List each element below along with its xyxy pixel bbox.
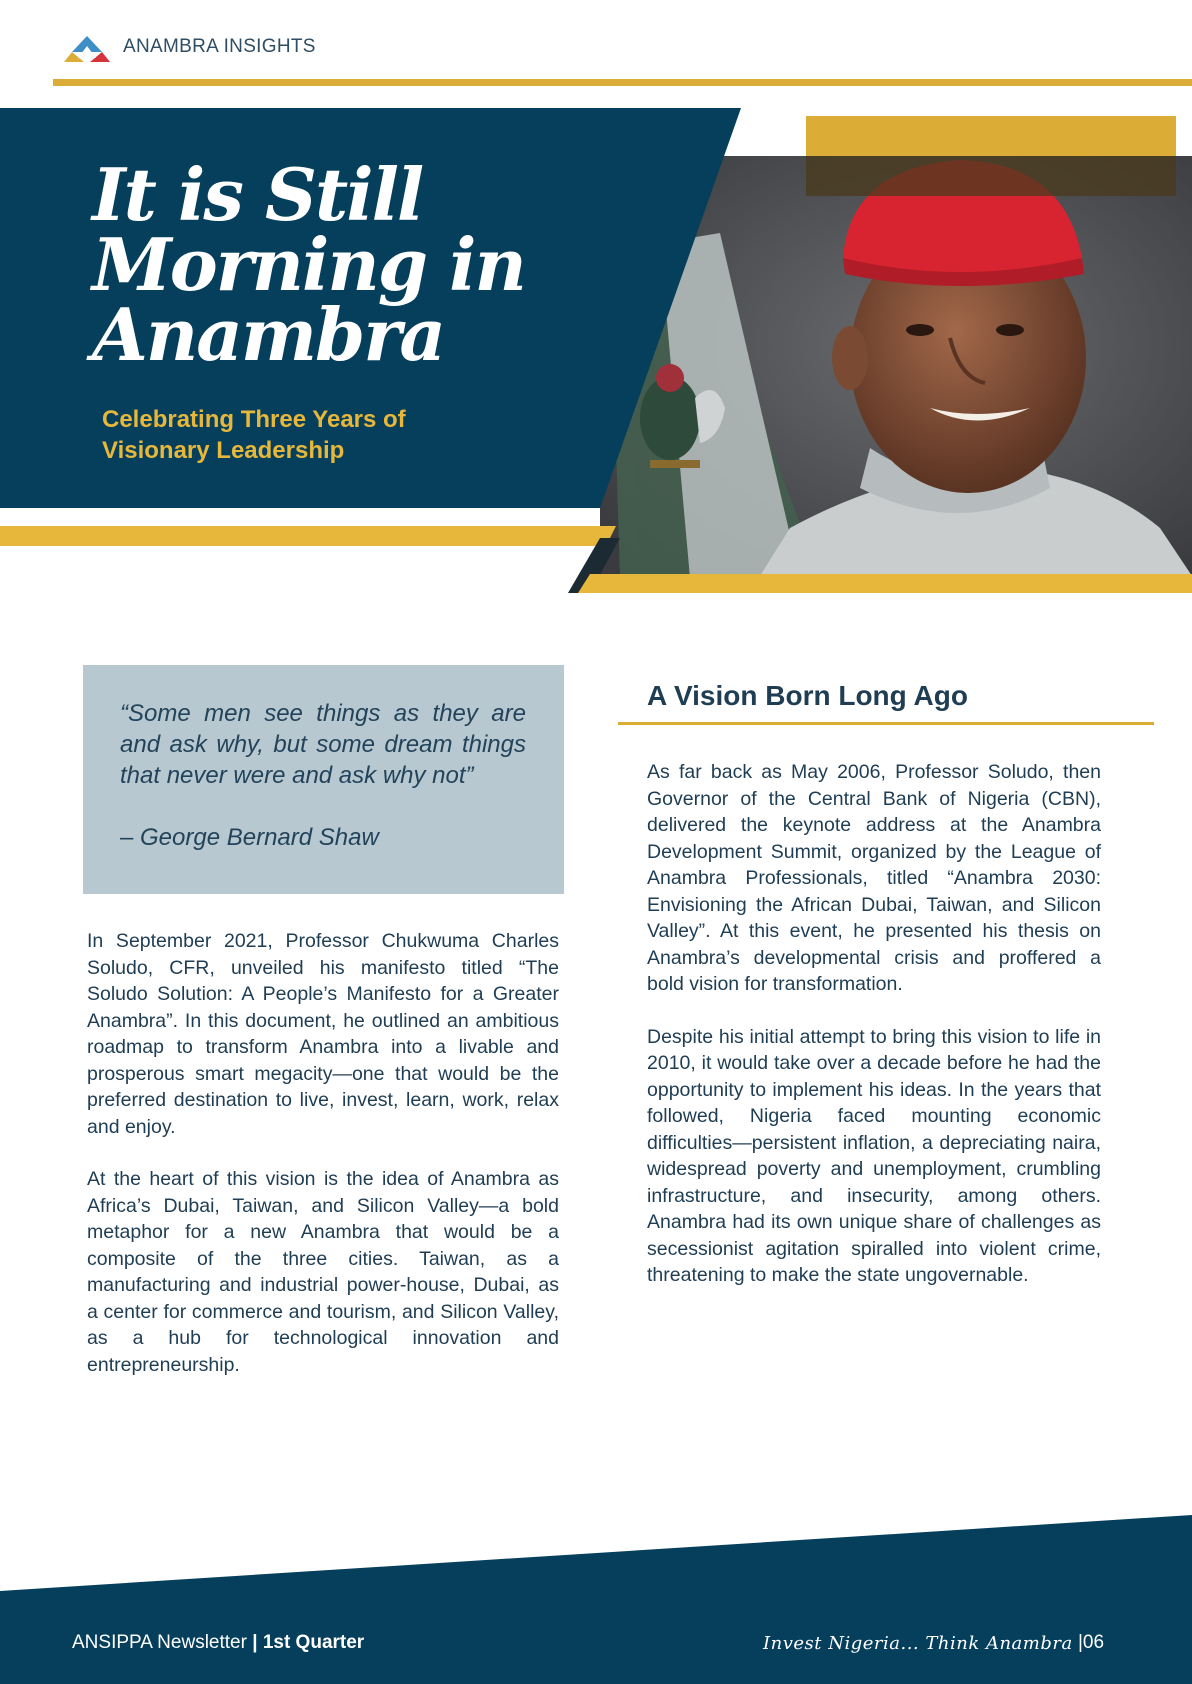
newsletter-name: ANSIPPA Newsletter bbox=[72, 1632, 247, 1653]
subtitle-line: Visionary Leadership bbox=[102, 437, 345, 464]
paragraph: Despite his initial attempt to bring this vision to life in 2010, it would take over a decade before he had the opportunity to implement his ideas. In the years that followed, Nigeria faced mounting economic difficulties—persistent inflation, a depreciating naira, widespread poverty and unemployment, crumbling infrastructure, and insecurity, among others. Anambra had its own unique share of challenges as secessionist agitation spiralled into violent crime, threatening to make the state ungovernable. bbox=[647, 1025, 1101, 1286]
title-line: Morning in bbox=[92, 222, 525, 307]
paragraph: As far back as May 2006, Professor Soludo, then Governor of the Central Bank of Nigeria (CBN), delivered the keynote address at the Anambra Development Summit, organized by the League of Anambra Professionals, titled “Anambra 2030: Envisioning the African Dubai, Taiwan, and Silicon Valley”. At this event, he presented his thesis on Anambra’s developmental crisis and proffered a bold vision for transformation. bbox=[647, 761, 1101, 995]
triangle-logo-icon bbox=[64, 34, 110, 62]
paragraph: In September 2021, Professor Chukwuma Charles Soludo, CFR, unveiled his manifesto titled “The Soludo Solution: A People’s Manifesto for a Greater Anambra”. In this document, he outlined an ambitious roadmap to transform Anambra into a livable and prosperous smart megacity—one that would be the preferred destination to live, invest, learn, work, relax and enjoy. bbox=[87, 930, 559, 1138]
quote-author: – George Bernard Shaw bbox=[120, 824, 379, 851]
left-column bbox=[87, 928, 559, 1404]
brand-name: ANAMBRA INSIGHTS bbox=[123, 36, 316, 57]
section-heading: A Vision Born Long Ago bbox=[647, 680, 968, 711]
page-subtitle bbox=[102, 404, 522, 466]
footer-publication bbox=[72, 1632, 364, 1654]
gold-block-overlay bbox=[806, 156, 1176, 196]
section-divider bbox=[618, 722, 1154, 725]
page-title bbox=[92, 152, 652, 377]
footer-tagline: Invest Nigeria... Think Anambra bbox=[763, 1633, 1073, 1654]
gold-strip-bottom bbox=[578, 574, 1192, 593]
quote-text: “Some men see things as they are and ask why, but some dream things that never were and ask why not” bbox=[120, 700, 526, 789]
header-divider bbox=[53, 79, 1192, 86]
title-line: It is Still bbox=[92, 152, 423, 237]
right-column bbox=[647, 759, 1101, 1315]
page-number: |06 bbox=[1078, 1632, 1105, 1653]
subtitle-line: Celebrating Three Years of bbox=[102, 406, 406, 433]
gold-strip-left bbox=[0, 526, 616, 546]
gold-block-top bbox=[806, 116, 1176, 156]
footer-band bbox=[0, 1515, 1192, 1684]
paragraph: At the heart of this vision is the idea of Anambra as Africa’s Dubai, Taiwan, and Silicon Valley—a bold metaphor for a new Anambra that would be a composite of the three cities. Taiwan, as a manufacturing and industrial power-house, Dubai, as a center for commerce and tourism, and Silicon Valley, as a hub for technological innovation and entrepreneurship. bbox=[87, 1168, 559, 1376]
quarter-label: | 1st Quarter bbox=[252, 1632, 365, 1653]
title-line: Anambra bbox=[92, 292, 444, 377]
